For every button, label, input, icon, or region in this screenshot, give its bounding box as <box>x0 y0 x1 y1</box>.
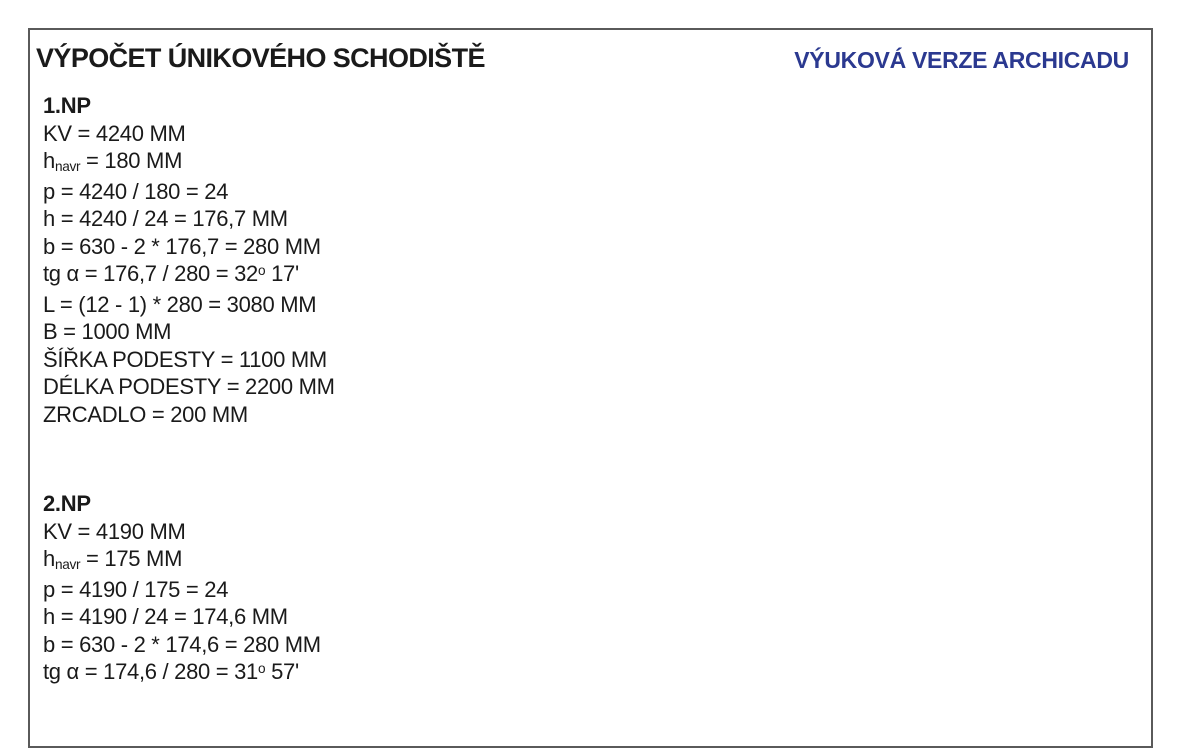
calculation-content <box>43 92 1131 689</box>
calc-line: B = 1000 MM <box>43 319 172 344</box>
document-page <box>28 28 1153 748</box>
calc-line: h = 4190 / 24 = 174,6 MM <box>43 604 288 629</box>
calc-line: ŠÍŘKA PODESTY = 1100 MM <box>43 346 327 372</box>
section-heading: 1.NP <box>43 93 91 118</box>
calc-section-1-np <box>43 92 1131 428</box>
calc-line: DÉLKA PODESTY = 2200 MM <box>43 374 335 399</box>
calc-line: p = 4240 / 180 = 24 <box>43 178 229 204</box>
calc-line: tg $\alpha = 176,7 / 280 = 32^o$ 17' <box>43 261 299 286</box>
calc-line: KV = 4240 MM <box>43 120 186 146</box>
calc-line: L = (12 - 1) * 280 = 3080 MM <box>43 291 317 317</box>
calc-line: hnavr = 175 MM <box>43 546 183 572</box>
calc-line: h = 4240 / 24 = 176,7 MM <box>43 206 288 231</box>
calc-line: KV = 4190 MM <box>43 518 186 544</box>
page-header <box>36 43 1129 74</box>
page-title: VÝPOČET ÚNIKOVÉHO SCHODIŠTĚ <box>36 43 485 73</box>
calc-line: b = 630 - 2 * 174,6 = 280 MM <box>43 631 321 657</box>
calc-line: ZRCADLO = 200 MM <box>43 401 248 427</box>
archicad-edu-watermark: VÝUKOVÁ VERZE ARCHICADU <box>794 47 1129 73</box>
calc-section-2-np <box>43 490 1131 689</box>
calc-line: hnavr = 180 MM <box>43 148 183 174</box>
calc-line: p = 4190 / 175 = 24 <box>43 576 229 602</box>
section-heading: 2.NP <box>43 491 91 516</box>
calc-line: tg $\alpha = 174,6 / 280 = 31^o$ 57' <box>43 659 299 684</box>
calc-line: b = 630 - 2 * 176,7 = 280 MM <box>43 233 321 259</box>
